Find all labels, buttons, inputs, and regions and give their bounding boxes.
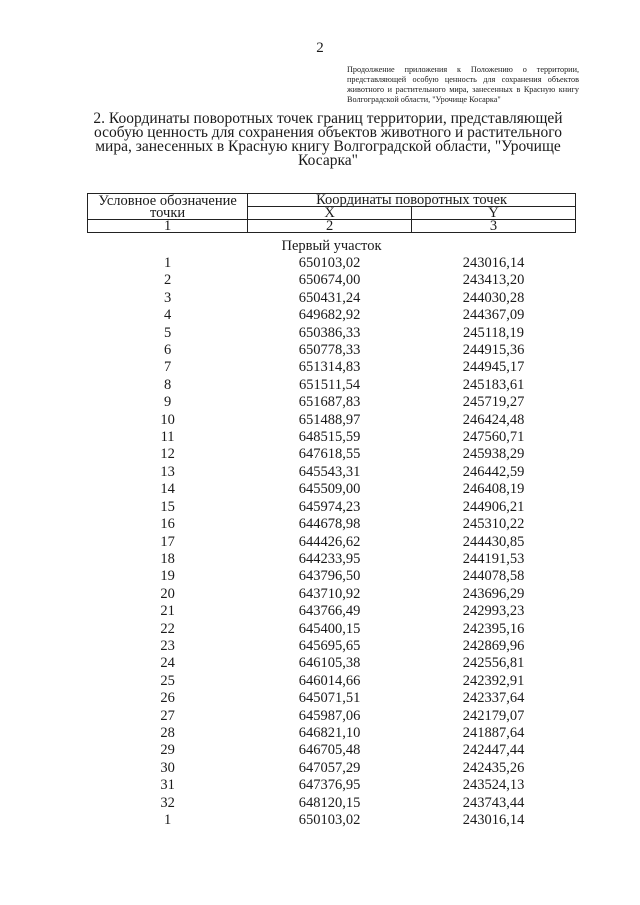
- point-label: 9: [163, 394, 172, 411]
- point-label: 20: [160, 585, 175, 602]
- point-label: 16: [160, 516, 175, 533]
- table-row: [88, 586, 576, 603]
- point-label: 25: [160, 672, 175, 689]
- coord-y: 244906,21: [462, 498, 525, 515]
- coord-x: 647618,55: [298, 446, 361, 463]
- table-row: [88, 255, 576, 272]
- point-label: 17: [160, 533, 175, 550]
- coord-x: 648120,15: [298, 794, 361, 811]
- coord-y: 246408,19: [462, 481, 525, 498]
- coord-y: 244367,09: [462, 307, 525, 324]
- table-row: [88, 534, 576, 551]
- table-row: [88, 499, 576, 516]
- table-row: [88, 795, 576, 812]
- coord-x: 645987,06: [298, 707, 361, 724]
- table-row: [88, 690, 576, 707]
- table-row: [88, 325, 576, 342]
- table-row: [88, 481, 576, 498]
- coord-y: 242869,96: [462, 637, 525, 654]
- point-label: 28: [160, 724, 175, 741]
- point-label: 12: [160, 446, 175, 463]
- table-row: [88, 708, 576, 725]
- coord-x: 646014,66: [298, 672, 361, 689]
- header-point-label: Условное обозначение точки: [88, 194, 248, 220]
- point-label: 6: [163, 342, 172, 359]
- point-label: 15: [160, 498, 175, 515]
- point-label: 5: [163, 324, 172, 341]
- table-row: [88, 621, 576, 638]
- coord-x: 645974,23: [298, 498, 361, 515]
- coord-y: 245719,27: [462, 394, 525, 411]
- coord-x: 644678,98: [298, 516, 361, 533]
- point-label: 21: [160, 603, 175, 620]
- table-row: [88, 464, 576, 481]
- coord-y: 245310,22: [462, 516, 525, 533]
- table-row: [88, 760, 576, 777]
- coord-y: 245183,61: [462, 376, 525, 393]
- coord-x: 645695,65: [298, 637, 361, 654]
- point-label: 14: [160, 481, 175, 498]
- coord-x: 647057,29: [298, 759, 361, 776]
- coord-y: 243696,29: [462, 585, 525, 602]
- coord-y: 243016,14: [462, 255, 525, 271]
- coord-x: 648515,59: [298, 429, 361, 446]
- coord-x: 650386,33: [298, 324, 361, 341]
- coord-x: 649682,92: [298, 307, 361, 324]
- coord-x: 650103,02: [298, 255, 361, 271]
- table-header: [88, 194, 576, 233]
- point-label: 30: [160, 759, 175, 776]
- table-row: [88, 568, 576, 585]
- coord-x: 645509,00: [298, 481, 361, 498]
- table-row: [88, 673, 576, 690]
- coord-x: 651687,83: [298, 394, 361, 411]
- header-y: Y: [412, 207, 576, 220]
- table-row: [88, 290, 576, 307]
- coord-y: 243413,20: [462, 272, 525, 289]
- header-col-number-2: 2: [248, 220, 412, 233]
- coord-x: 651488,97: [298, 411, 361, 428]
- coord-x: 651314,83: [298, 359, 361, 376]
- coord-y: 242435,26: [462, 759, 525, 776]
- point-label: 29: [160, 742, 175, 759]
- coord-x: 647376,95: [298, 777, 361, 794]
- table-row: [88, 342, 576, 359]
- table-row: [88, 812, 576, 829]
- point-label: 26: [160, 690, 175, 707]
- table-row: [88, 742, 576, 759]
- coord-y: 242556,81: [462, 655, 525, 672]
- document-heading: 2. Координаты поворотных точек границ территории, представляющей особую ценность для сохранения объектов животного и растительного мира, занесенных в Красную книгу Волгоградской области, "Урочище Косарка": [93, 110, 563, 169]
- coord-x: 646105,38: [298, 655, 361, 672]
- points-body: [88, 255, 576, 829]
- table-row: [88, 272, 576, 289]
- coord-x: 645543,31: [298, 463, 361, 480]
- point-label: 19: [160, 568, 175, 585]
- coord-x: 650103,02: [298, 812, 361, 828]
- table-row: [88, 551, 576, 568]
- annex-note: Продолжение приложения к Положению о территории, представляющей особую ценность для сохранения объектов животного и растительного мира, занесенных в Красную книгу Волгоградской области, "Урочище Косарка": [347, 65, 579, 104]
- coordinates-table: [87, 193, 576, 829]
- point-label: 23: [160, 637, 175, 654]
- coord-x: 643710,92: [298, 585, 361, 602]
- table-row: [88, 412, 576, 429]
- coord-y: 244191,53: [462, 550, 525, 567]
- coord-y: 245938,29: [462, 446, 525, 463]
- coord-y: 246424,48: [462, 411, 525, 428]
- coord-y: 242447,44: [462, 742, 525, 759]
- coord-x: 644426,62: [298, 533, 361, 550]
- coord-y: 245118,19: [462, 324, 525, 341]
- table-row: [88, 777, 576, 794]
- point-label: 4: [163, 307, 172, 324]
- coord-y: 243524,13: [462, 777, 525, 794]
- table-row: [88, 394, 576, 411]
- coord-y: 244945,17: [462, 359, 525, 376]
- coord-y: 247560,71: [462, 429, 525, 446]
- point-label: 24: [160, 655, 175, 672]
- coord-y: 242395,16: [462, 620, 525, 637]
- point-label: 2: [163, 272, 172, 289]
- coord-y: 246442,59: [462, 463, 525, 480]
- coord-y: 244430,85: [462, 533, 525, 550]
- table-row: [88, 638, 576, 655]
- page-number: 2: [316, 40, 324, 56]
- table-row: [88, 377, 576, 394]
- header-coordinates-group: Координаты поворотных точек: [248, 194, 576, 207]
- coord-x: 646821,10: [298, 724, 361, 741]
- coord-y: 243016,14: [462, 812, 525, 828]
- coord-y: 243743,44: [462, 794, 525, 811]
- table-row: [88, 725, 576, 742]
- coord-y: 242993,23: [462, 603, 525, 620]
- table-row: [88, 603, 576, 620]
- header-col-number-3: 3: [412, 220, 576, 233]
- table-row: [88, 359, 576, 376]
- point-label: 11: [160, 429, 175, 446]
- coord-x: 645071,51: [298, 690, 361, 707]
- point-label: 18: [160, 550, 175, 567]
- point-label: 7: [163, 359, 172, 376]
- point-label: 27: [160, 707, 175, 724]
- coord-y: 244915,36: [462, 342, 525, 359]
- point-label: 32: [160, 794, 175, 811]
- point-label: 31: [160, 777, 175, 794]
- coord-x: 650674,00: [298, 272, 361, 289]
- coord-y: 244030,28: [462, 289, 525, 306]
- point-label: 3: [163, 289, 172, 306]
- coord-y: 241887,64: [462, 724, 525, 741]
- coord-x: 646705,48: [298, 742, 361, 759]
- table-row: [88, 516, 576, 533]
- point-label: 1: [163, 255, 172, 271]
- header-x: X: [248, 207, 412, 220]
- table-row: [88, 429, 576, 446]
- point-label: 13: [160, 463, 175, 480]
- section-title: Первый участок: [281, 238, 382, 254]
- coord-x: 650431,24: [298, 289, 361, 306]
- point-label: 8: [163, 376, 172, 393]
- coord-x: 643766,49: [298, 603, 361, 620]
- coord-y: 242392,91: [462, 672, 525, 689]
- coord-x: 651511,54: [299, 376, 361, 393]
- table-row: [88, 307, 576, 324]
- table-row: [88, 446, 576, 463]
- coord-y: 242337,64: [462, 690, 525, 707]
- point-label: 1: [163, 812, 172, 828]
- coord-y: 242179,07: [462, 707, 525, 724]
- coord-x: 650778,33: [298, 342, 361, 359]
- point-label: 22: [160, 620, 175, 637]
- coord-y: 244078,58: [462, 568, 525, 585]
- coord-x: 643796,50: [298, 568, 361, 585]
- coord-x: 644233,95: [298, 550, 361, 567]
- header-col-number-1: 1: [88, 220, 248, 233]
- table-row: [88, 655, 576, 672]
- coord-x: 645400,15: [298, 620, 361, 637]
- point-label: 10: [160, 411, 175, 428]
